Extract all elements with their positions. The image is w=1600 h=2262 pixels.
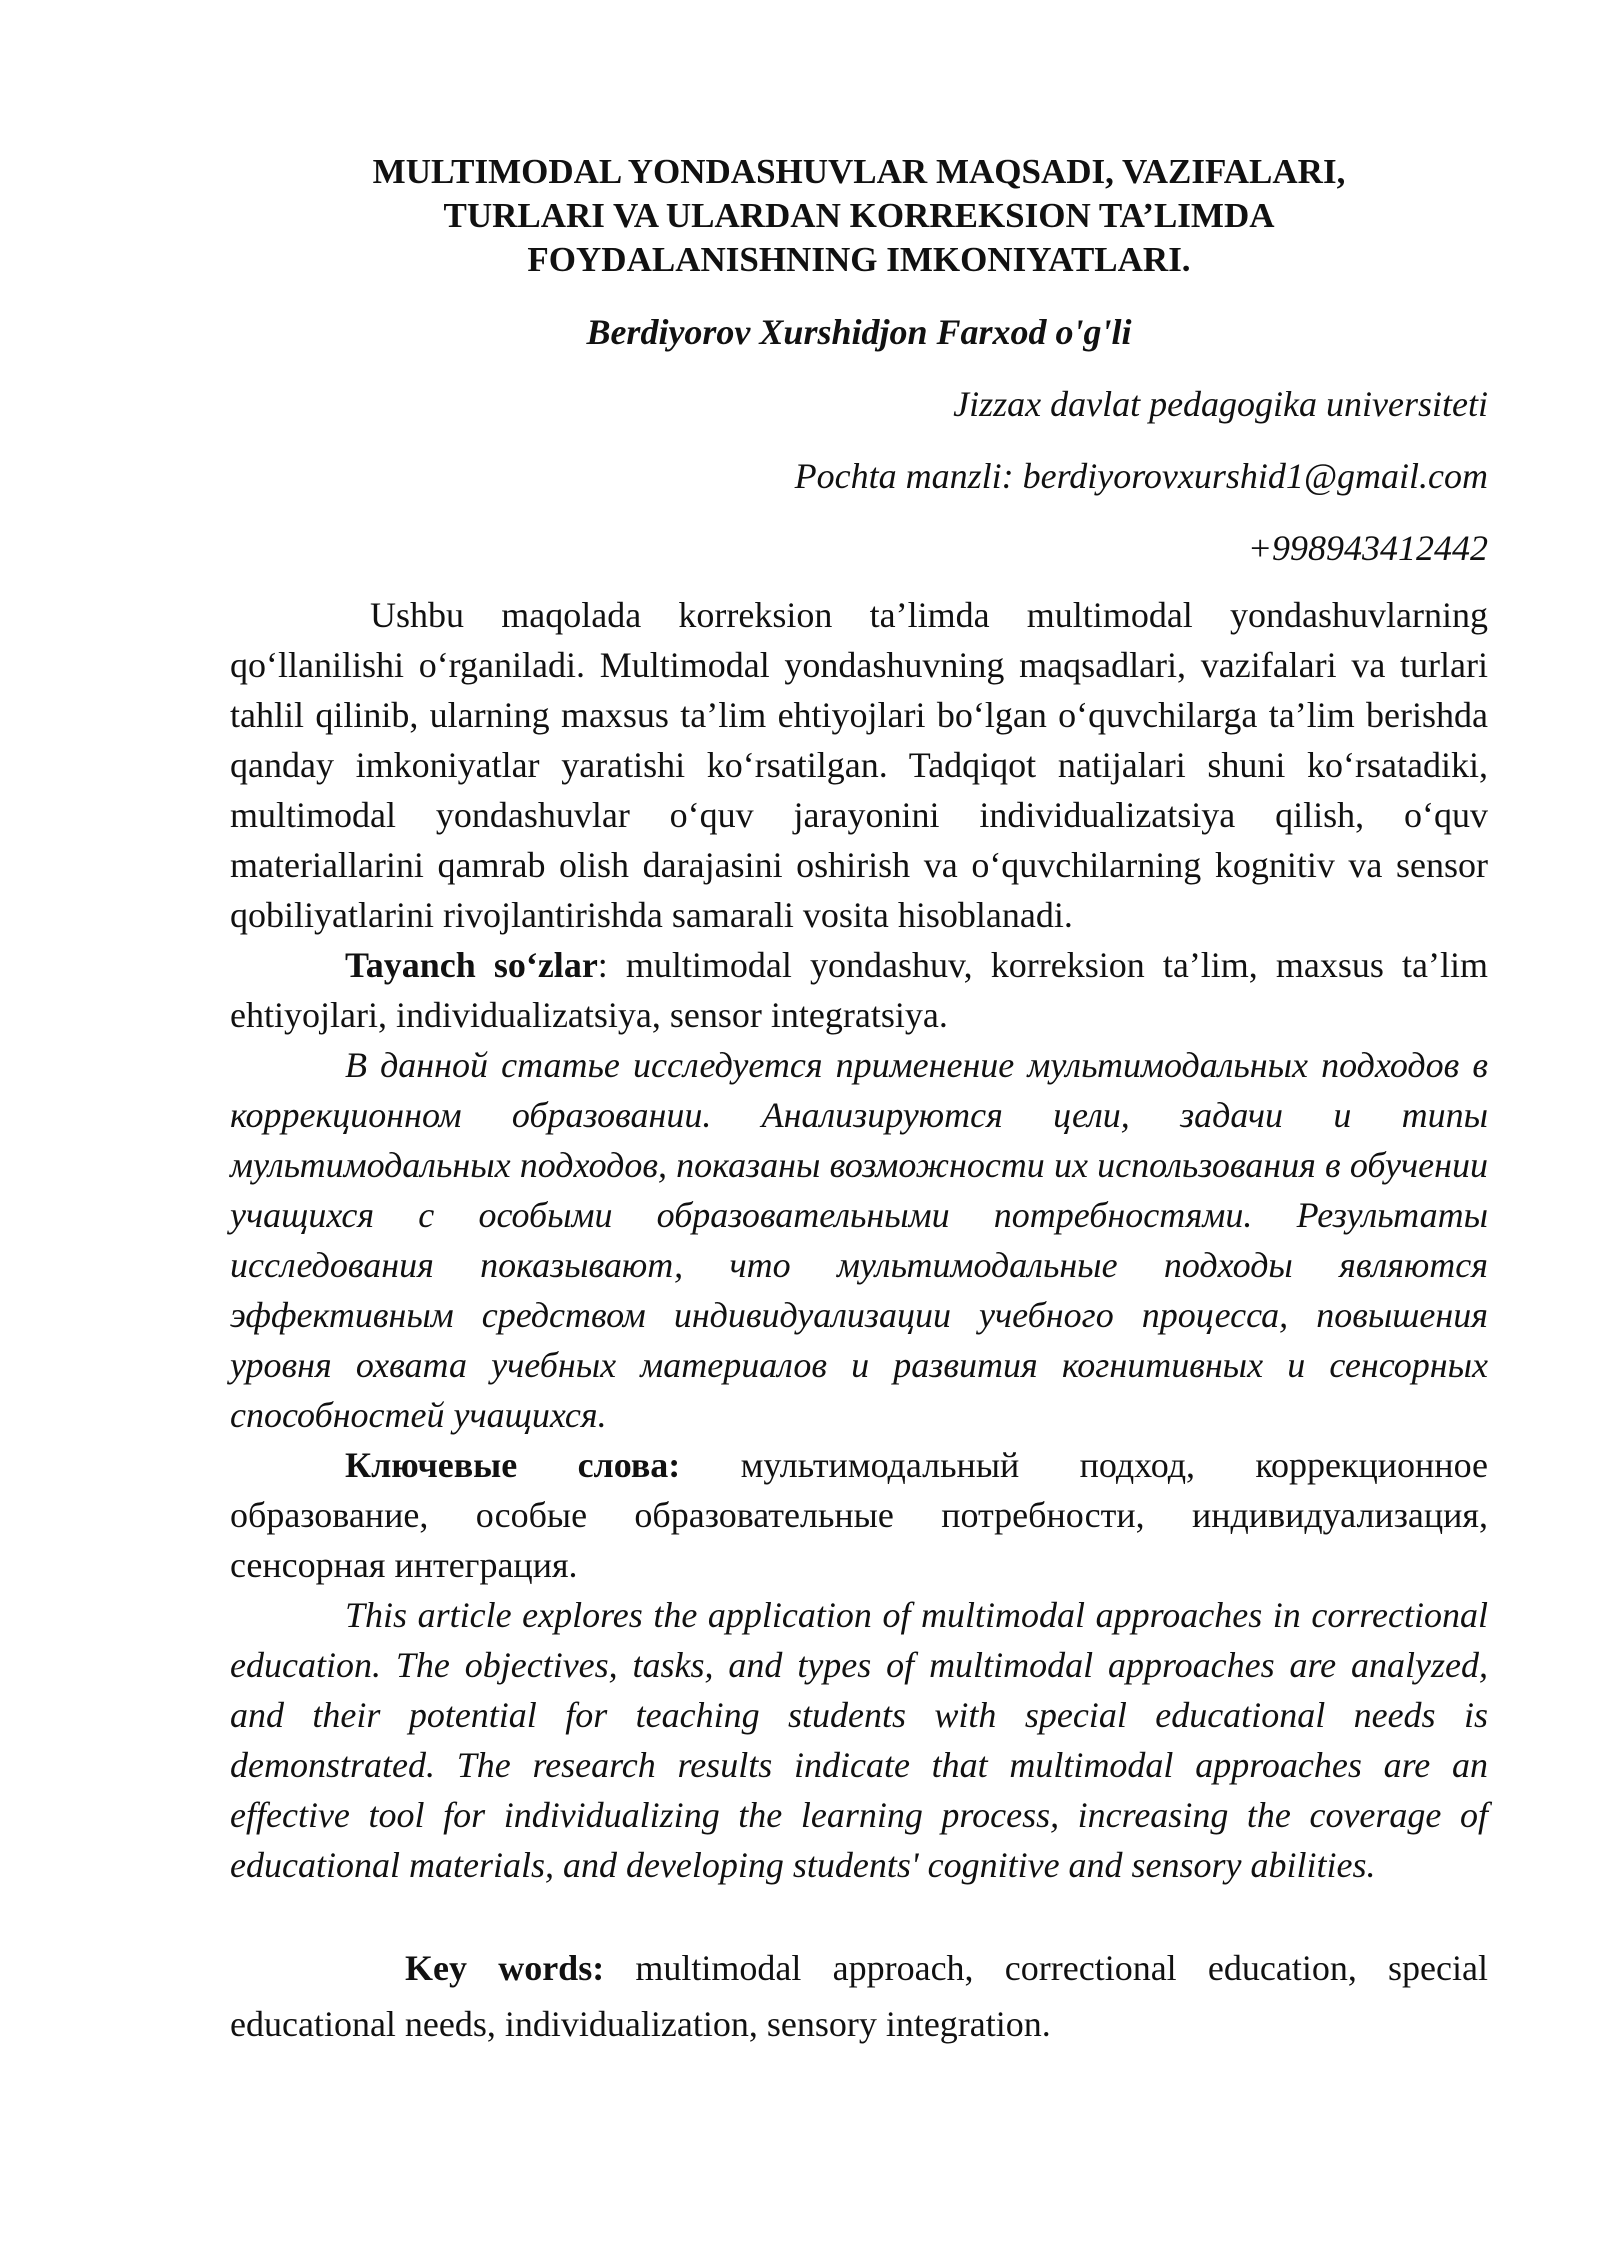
author-name: Berdiyorov Xurshidjon Farxod o'g'li [586, 312, 1132, 352]
keywords-uzbek-label: Tayanch so‘zlar [345, 945, 598, 985]
author-affiliation: Jizzax davlat pedagogika universiteti [953, 384, 1488, 424]
keywords-english [230, 1940, 1488, 2052]
abstract-russian: В данной статье исследуется применение мультимодальных подходов в коррекционном образовании. Анализируются цели, задачи и типы мультимодальных подходов, показаны возможности их использования в обучении учащихся с особыми образовательными потребностями. Результаты исследования показывают, что мультимодальные подходы являются эффективным средством индивидуализации учебного процесса, повышения уровня охвата учебных материалов и развития когнитивных и сенсорных способностей учащихся. [230, 1045, 1488, 1435]
keywords-russian-text: мультимодальный подход, коррекционное образование, особые образовательные потребности, индивидуализация, сенсорная интеграция. [230, 1445, 1488, 1585]
keywords-uzbek-text: : multimodal yondashuv, korreksion ta’lim, maxsus ta’lim ehtiyojlari, individualizatsiya, sensor integratsiya. [230, 945, 1488, 1035]
keywords-uzbek [230, 940, 1488, 1040]
title-line-1: MULTIMODAL YONDASHUVLAR MAQSADI, VAZIFALARI, [372, 152, 1346, 191]
author-phone: +998943412442 [1247, 528, 1488, 568]
abstract-english: This article explores the application of multimodal approaches in correctional education. The objectives, tasks, and types of multimodal approaches are analyzed, and their potential for teaching students with special educational needs is demonstrated. The research results indicate that multimodal approaches are an effective tool for individualizing the learning process, increasing the coverage of educational materials, and developing students' cognitive and sensory abilities. [230, 1595, 1488, 1885]
title-line-3: FOYDALANISHNING IMKONIYATLARI. [527, 240, 1191, 279]
title-line-2: TURLARI VA ULARDAN KORREKSION TA’LIMDA [443, 196, 1275, 235]
abstract-uzbek: Ushbu maqolada korreksion ta’limda multimodal yondashuvlarning qo‘llanilishi o‘rganiladi. Multimodal yondashuvning maqsadlari, vazifalari va turlari tahlil qilinib, ularning maxsus ta’lim ehtiyojlari bo‘lgan o‘quvchilarga ta’lim berishda qanday imkoniyatlar yaratishi ko‘rsatilgan. Tadqiqot natijalari shuni ko‘rsatadiki, multimodal yondashuvlar o‘quv jarayonini individualizatsiya qilish, o‘quv materiallarini qamrab olish darajasini oshirish va o‘quvchilarning kognitiv va sensor qobiliyatlarini rivojlantirishda samarali vosita hisoblanadi. [230, 595, 1488, 935]
keywords-english-text: multimodal approach, correctional education, special educational needs, individualization, sensory integration. [230, 1948, 1488, 2044]
author-email: Pochta manzli: berdiyorovxurshid1@gmail.com [794, 456, 1488, 496]
keywords-english-label: Key words: [405, 1948, 605, 1988]
keywords-russian-label: Ключевые слова: [345, 1445, 681, 1485]
paper-title [230, 150, 1488, 282]
keywords-russian [230, 1440, 1488, 1590]
